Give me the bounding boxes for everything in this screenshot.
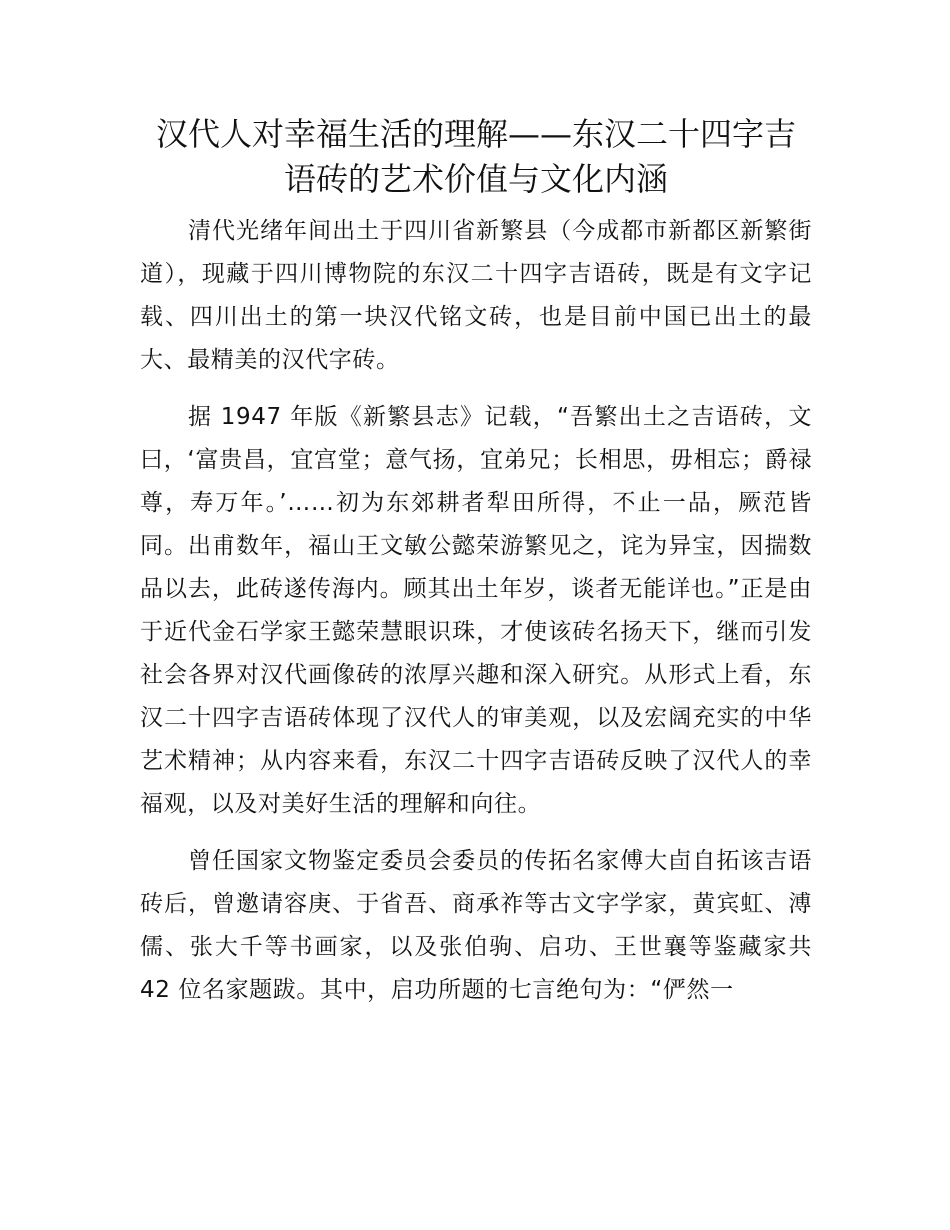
title-line-1: 汉代人对幸福生活的理解——东汉二十四字吉 <box>155 115 796 153</box>
paragraph-3: 曾任国家文物鉴定委员会委员的传拓名家傅大卣自拓该吉语砖后，曾邀请容庚、于省吾、商承祚等古文字学家，黄宾虹、溥儒、张大千等书画家，以及张伯驹、启功、王世襄等鉴藏家共 42 位名家题跋。其中，启功所题的七言绝句为：“俨然一 <box>140 848 812 1003</box>
title-line-2: 语砖的艺术价值与文化内涵 <box>283 160 668 198</box>
paragraph-2: 据 1947 年版《新繁县志》记载，“吾繁出土之吉语砖，文曰，‘富贵昌，宜宫堂；意气扬，宜弟兄；长相思，毋相忘；爵禄尊，寿万年。’……初为东郊耕者犁田所得，不止一品，厥范皆同。出甫数年，福山王文敏公懿荣游繁见之，诧为异宝，因揣数品以去，此砖遂传海内。顾其出土年岁，谈者无能详也。”正是由于近代金石学家王懿荣慧眼识珠，才使该砖名扬天下，继而引发社会各界对汉代画像砖的浓厚兴趣和深入研究。从形式上看，东汉二十四字吉语砖体现了汉代人的审美观，以及宏阔充实的中华艺术精神；从内容来看，东汉二十四字吉语砖反映了汉代人的幸福观，以及对美好生活的理解和向往。 <box>140 404 812 817</box>
document-page <box>140 112 812 1012</box>
paragraph-1: 清代光绪年间出土于四川省新繁县（今成都市新都区新繁街道），现藏于四川博物院的东汉二十四字吉语砖，既是有文字记载、四川出土的第一块汉代铭文砖，也是目前中国已出土的最大、最精美的汉代字砖。 <box>140 218 812 373</box>
document-title <box>140 112 812 202</box>
